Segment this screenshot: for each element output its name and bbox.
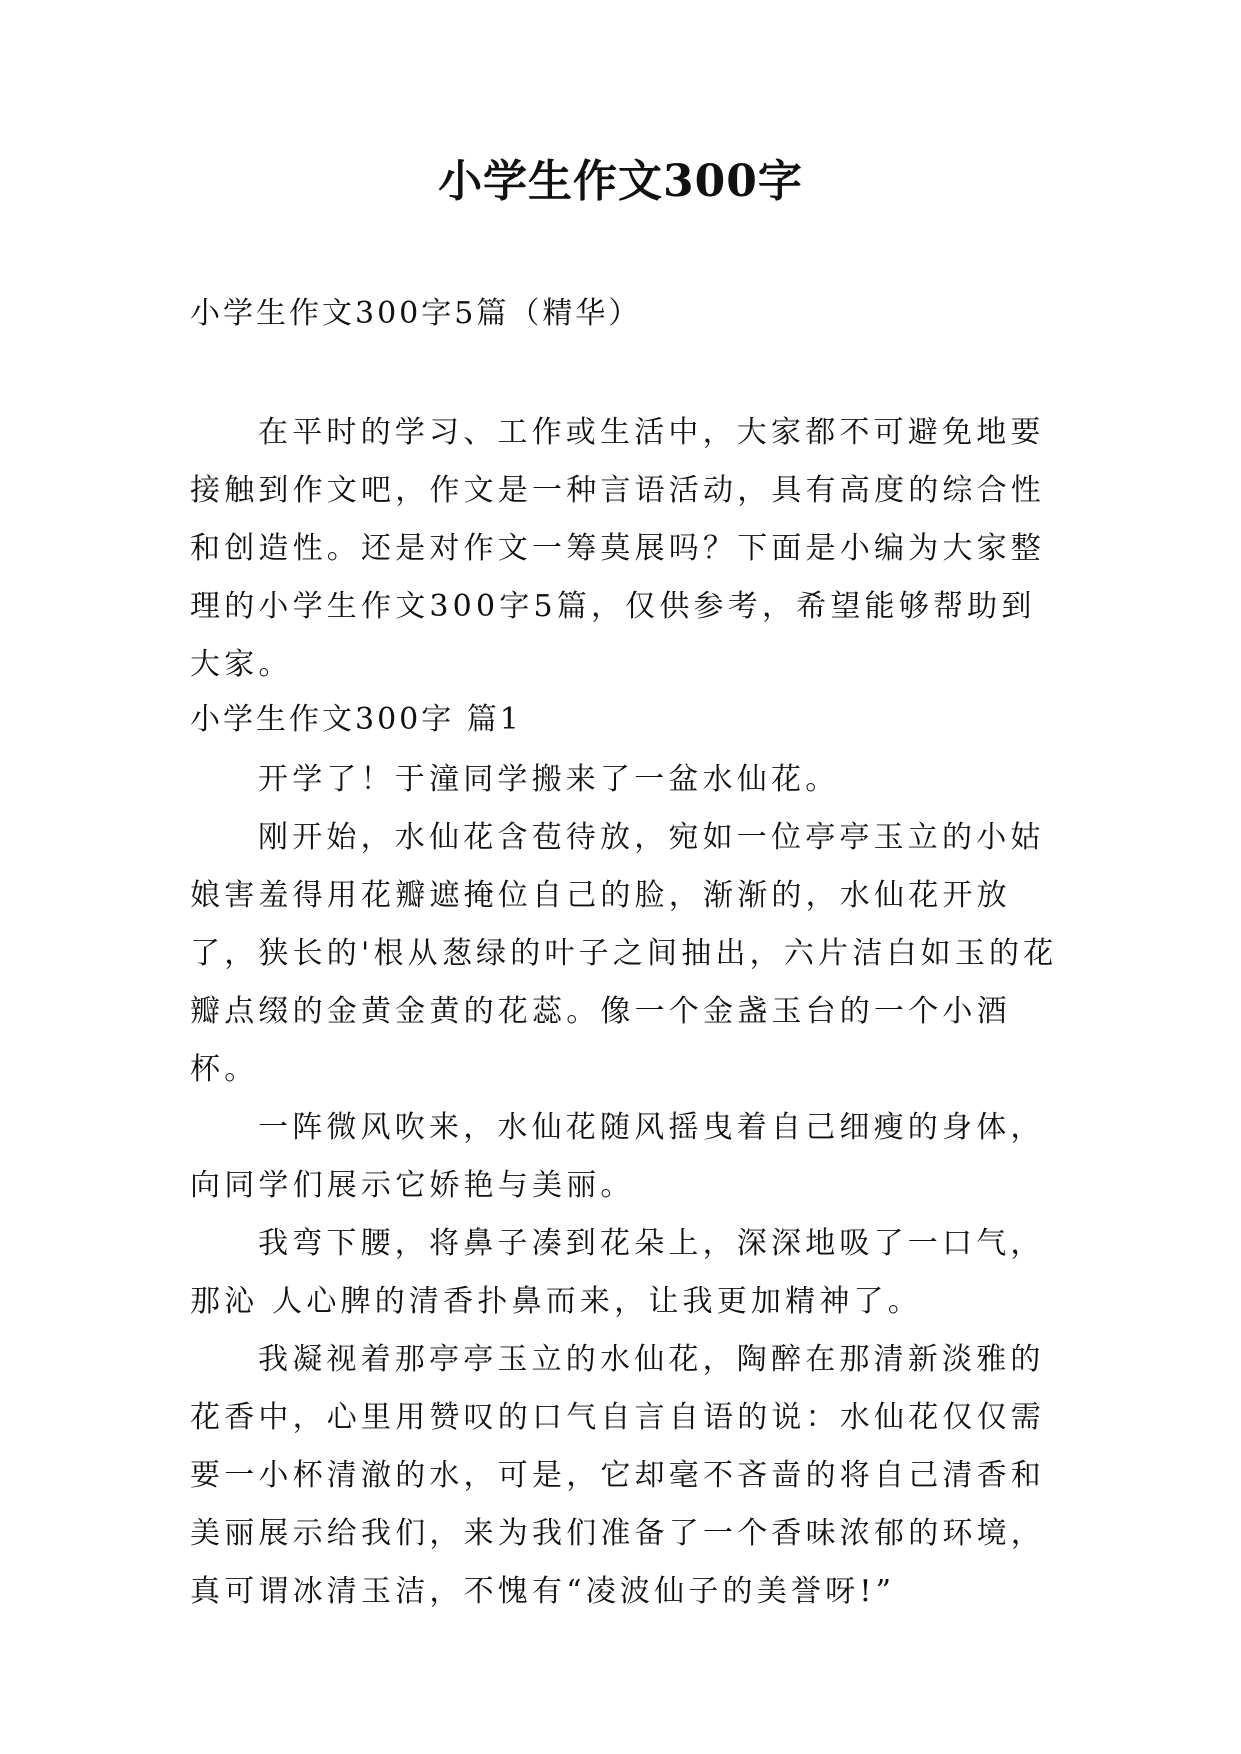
essay-paragraph-5: 我凝视着那亭亭玉立的水仙花，陶醉在那清新淡雅的花香中，心里用赞叹的口气自言自语的说：水仙花仅仅需要一小杯清澈的水，可是，它却毫不吝啬的将自己清香和美丽展示给我们，来为我们准备了一个香味浓郁的环境，真可谓冰清玉洁，不愧有“凌波仙子的美誉呀!” [190,1342,1045,1609]
document-subtitle: 小学生作文300字5篇（精华） [190,296,642,331]
intro-paragraph: 在平时的学习、工作或生活中，大家都不可避免地要接触到作文吧，作文是一种言语活动，具有高度的综合性和创造性。还是对作文一筹莫展吗？下面是小编为大家整理的小学生作文300字5篇，仅供参考，希望能够帮助到大家。 [190,415,1045,682]
essay-paragraph-1: 开学了！于潼同学搬来了一盆水仙花。 [258,762,840,797]
document-title: 小学生作文300字 [438,156,803,207]
essay-body [190,751,1066,1621]
essay-paragraph-2: 刚开始，水仙花含苞待放，宛如一位亭亭玉立的小姑娘害羞得用花瓣遮掩位自己的脸，渐渐的，水仙花开放了，狭长的'根从葱绿的叶子之间抽出，六片洁白如玉的花瓣点缀的金黄金黄的花蕊。像一个金盏玉台的一个小酒杯。 [190,820,1058,1087]
intro-section [190,404,1066,694]
section-heading: 小学生作文300字 篇1 [190,702,522,737]
essay-paragraph-3: 一阵微风吹来，水仙花随风摇曳着自己细瘦的身体，向同学们展示它娇艳与美丽。 [190,1110,1045,1203]
essay-paragraph-4: 我弯下腰，将鼻子凑到花朵上，深深地吸了一口气，那沁 人心脾的清香扑鼻而来，让我更加精神了。 [190,1226,1045,1319]
